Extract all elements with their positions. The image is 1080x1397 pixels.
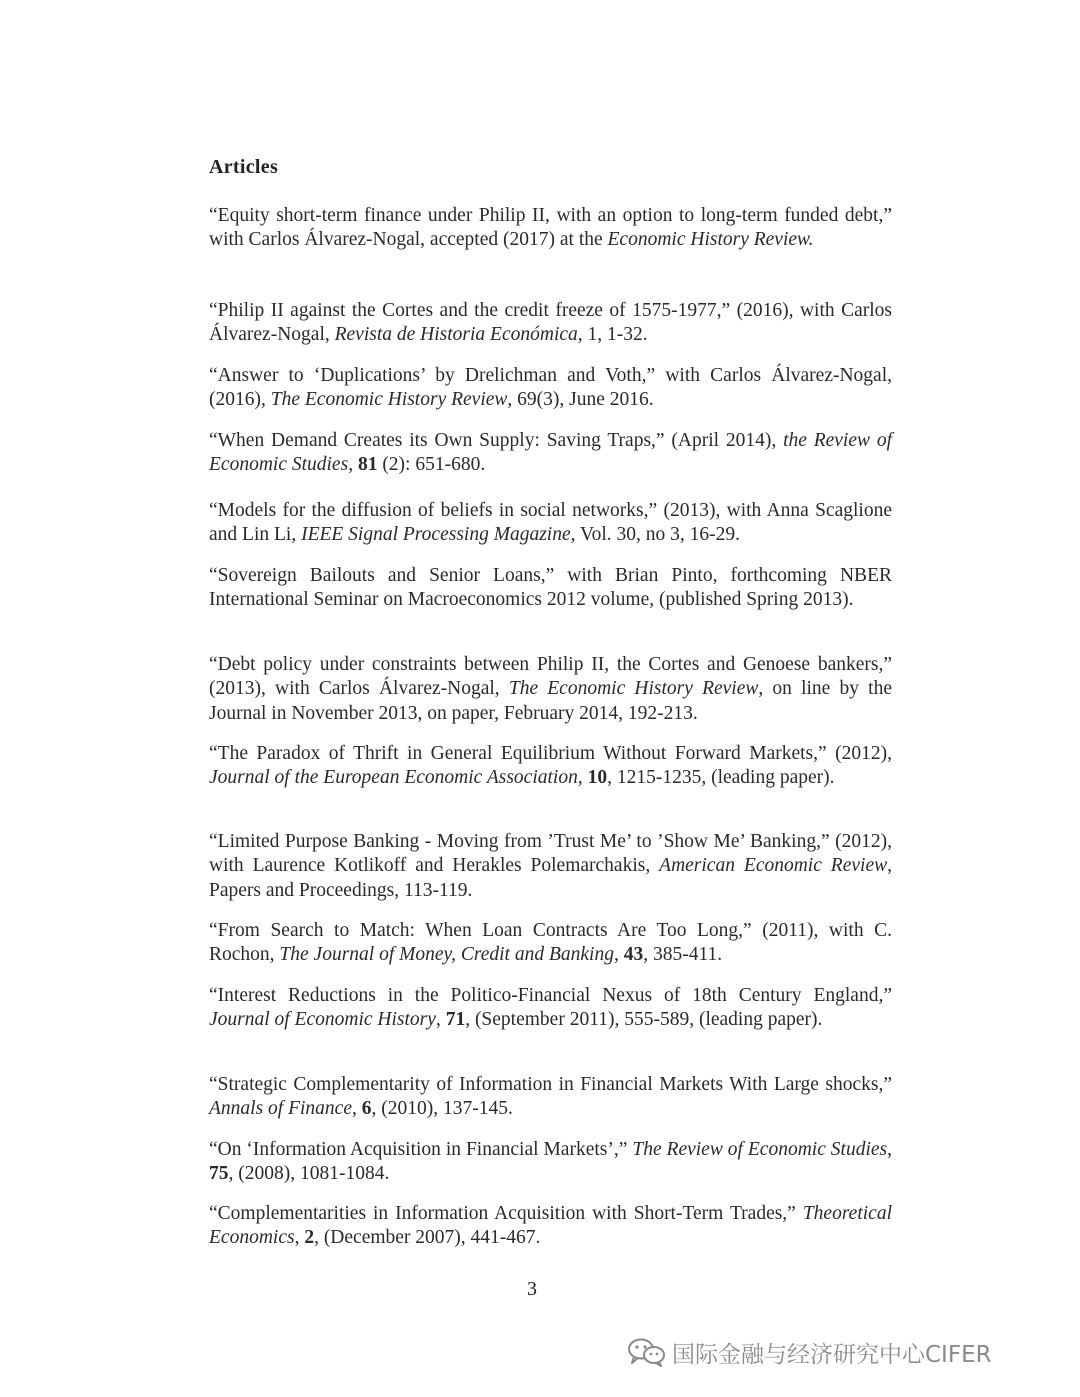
reference-entry <box>209 984 892 1033</box>
reference-text: , <box>613 944 624 966</box>
reference-text: , <box>294 1227 305 1249</box>
reference-volume: 81 <box>357 454 378 476</box>
reference-volume: 43 <box>623 944 644 966</box>
reference-text: , 1, 1-32. <box>577 324 648 346</box>
reference-journal: Revista de Historia Económica <box>334 324 578 346</box>
reference-text: “Answer to ‘Duplications’ by Drelichman and Voth,” with Carlos Álvarez-Nogal, (2016), <box>209 365 892 411</box>
reference-entry <box>209 429 892 478</box>
reference-text: “Models for the diffusion of beliefs in social networks,” (2013), with Anna Scaglione and Lin Li, <box>209 500 892 546</box>
reference-journal: The Economic History Review <box>508 678 759 700</box>
reference-volume: 10 <box>587 767 608 789</box>
reference-text: “Equity short-term finance under Philip II, with an option to long-term funded debt,” with Carlos Álvarez-Nogal, accepted (2017) at the <box>209 205 892 251</box>
reference-text: , <box>577 767 588 789</box>
reference-text: “Complementarities in Information Acquisition with Short-Term Trades,” <box>209 1203 803 1224</box>
reference-journal: Theoretical Economics <box>209 1203 892 1249</box>
reference-entry <box>209 919 892 968</box>
reference-entry <box>209 564 892 613</box>
reference-journal: American Economic Review <box>659 855 888 877</box>
page-number: 3 <box>527 1278 537 1300</box>
reference-text: “From Search to Match: When Loan Contracts Are Too Long,” (2011), with C. Rochon, <box>209 920 892 966</box>
reference-entry <box>209 204 892 253</box>
reference-volume: 75 <box>209 1163 229 1185</box>
reference-entry <box>209 1138 892 1187</box>
reference-text: , 69(3), June 2016. <box>507 389 654 411</box>
reference-entry <box>209 1073 892 1122</box>
reference-entry <box>209 830 892 903</box>
reference-text: , (2008), 1081-1084. <box>228 1163 390 1185</box>
reference-text: , (September 2011), 555-589, (leading paper). <box>465 1009 823 1031</box>
reference-entry <box>209 364 892 413</box>
reference-text: , (December 2007), 441-467. <box>314 1227 541 1249</box>
reference-text: , <box>348 454 358 476</box>
reference-text: “Debt policy under constraints between Philip II, the Cortes and Genoese bankers,” (2013), with Carlos Álvarez-Nogal, <box>209 654 892 700</box>
reference-entry <box>209 1202 892 1251</box>
reference-text: , 1215-1235, (leading paper). <box>607 767 835 789</box>
reference-text: , Papers and Proceedings, 113-119. <box>209 855 892 901</box>
reference-volume: 6 <box>361 1098 372 1120</box>
reference-text: , <box>351 1098 362 1120</box>
reference-text: “Limited Purpose Banking - Moving from ’Trust Me’ to ’Show Me’ Banking,” (2012), with Laurence Kotlikoff and Herakles Polemarchakis, <box>209 831 892 877</box>
reference-entry <box>209 299 892 348</box>
reference-entry <box>209 499 892 548</box>
reference-text: , <box>435 1009 446 1031</box>
reference-text: , Vol. 30, no 3, 16-29. <box>570 524 740 546</box>
reference-entry <box>209 653 892 726</box>
reference-text: “Philip II against the Cortes and the credit freeze of 1575-1977,” (2016), with Carlos Álvarez-Nogal, <box>209 300 892 346</box>
reference-entry <box>209 742 892 791</box>
reference-text: “When Demand Creates its Own Supply: Saving Traps,” (April 2014), <box>209 430 784 451</box>
reference-text: “Sovereign Bailouts and Senior Loans,” with Brian Pinto, forthcoming NBER International Seminar on Macroeconomics 2012 volume, (published Spring 2013). <box>209 565 892 611</box>
reference-journal: the Review of Economic Studies <box>209 430 892 476</box>
reference-text: , 385-411. <box>643 944 723 966</box>
reference-text: “Strategic Complementarity of Information in Financial Markets With Large shocks,” <box>209 1074 892 1095</box>
reference-text: “Interest Reductions in the Politico-Financial Nexus of 18th Century England,” <box>209 985 892 1006</box>
reference-text: (2): 651-680. <box>377 454 486 476</box>
section-heading: Articles <box>209 156 279 178</box>
reference-journal: The Review of Economic Studies <box>632 1139 888 1160</box>
reference-journal: Annals of Finance <box>209 1098 352 1120</box>
reference-journal: The Journal of Money, Credit and Banking <box>279 944 614 966</box>
reference-volume: 71 <box>445 1009 466 1031</box>
reference-text: , on line by the Journal in November 2013, on paper, February 2014, 192-213. <box>209 678 892 724</box>
reference-journal: IEEE Signal Processing Magazine <box>301 524 571 546</box>
reference-journal: The Economic History Review <box>270 389 508 411</box>
reference-text: “The Paradox of Thrift in General Equilibrium Without Forward Markets,” (2012), <box>209 743 892 764</box>
reference-text: , <box>887 1139 892 1160</box>
reference-text: , (2010), 137-145. <box>371 1098 513 1120</box>
reference-journal: Journal of the European Economic Association <box>209 767 578 789</box>
watermark <box>626 1337 992 1367</box>
watermark-text: 国际金融与经济研究中心CIFER <box>672 1341 992 1368</box>
wechat-icon <box>626 1337 666 1367</box>
reference-journal: Journal of Economic History <box>209 1009 436 1031</box>
reference-volume: 2 <box>304 1227 315 1249</box>
reference-text: “On ‘Information Acquisition in Financial Markets’,” <box>209 1139 633 1160</box>
reference-journal: Economic History Review. <box>607 229 814 251</box>
